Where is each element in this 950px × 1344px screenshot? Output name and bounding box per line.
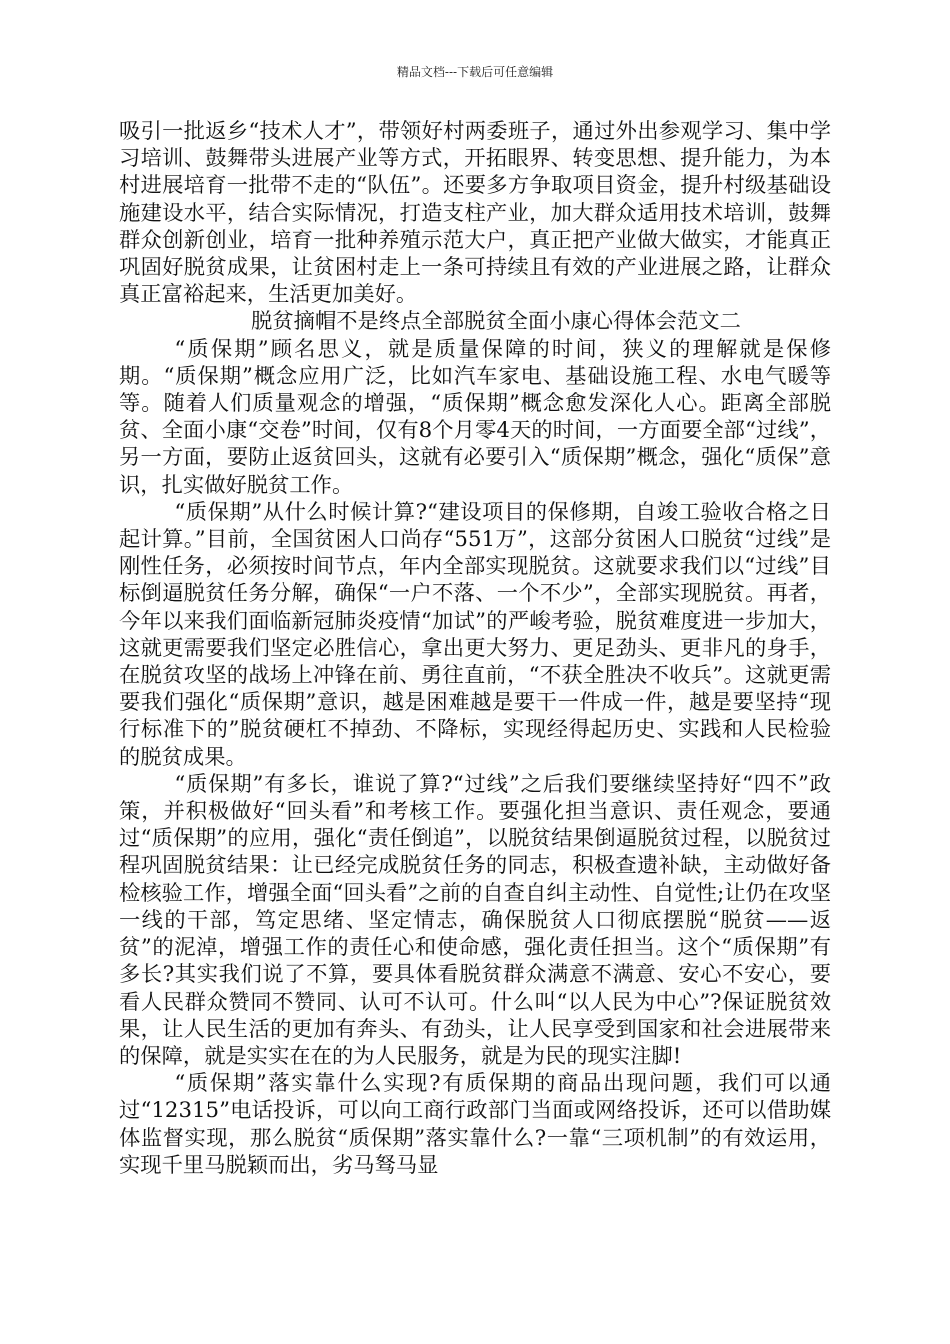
page-header: 精品文档---下载后可任意编辑 xyxy=(396,65,554,79)
section-title: 脱贫摘帽不是终点全部脱贫全面小康心得体会范文二 xyxy=(251,309,741,335)
paragraph-1: 吸引一批返乡“技术人才”，带领好村两委班子，通过外出参观学习、集中学习培训、鼓舞带头进展产业等方式，开拓眼界、转变思想、提升能力，为本村进展培育一批带不走的“队伍”。还要多方争取项目资金，提升村级基础设施建设水平，结合实际情况，打造支柱产业，加大群众适用技术培训，鼓舞群众创新创业，培育一批种养殖示范大户，真正把产业做大做实，才能真正巩固好脱贫成果，让贫困村走上一条可持续且有效的产业进展之路，让群众真正富裕起来，生活更加美好。 xyxy=(119,119,831,308)
paragraph-2: “质保期”顾名思义，就是质量保障的时间，狭义的理解就是保修期。“质保期”概念应用广泛，比如汽车家电、基础设施工程、水电气暖等等。随着人们质量观念的增强，“质保期”概念愈发深化人心。距离全部脱贫、全面小康“交卷”时间，仅有8个月零4天的时间，一方面要全部“过线”，另一方面，要防止返贫回头，这就有必要引入“质保期”概念，强化“质保”意识，扎实做好脱贫工作。 xyxy=(119,336,831,498)
document-body xyxy=(119,118,831,1179)
paragraph-4: “质保期”有多长，谁说了算?“过线”之后我们要继续坚持好“四不”政策，并积极做好“回头看”和考核工作。要强化担当意识、责任观念，要通过“质保期”的应用，强化“责任倒追”，以脱贫结果倒逼脱贫过程，以脱贫过程巩固脱贫结果：让已经完成脱贫任务的同志，积极查遗补缺，主动做好备检核验工作，增强全面“回头看”之前的自查自纠主动性、自觉性;让仍在攻坚一线的干部，笃定思绪、坚定情志，确保脱贫人口彻底摆脱“脱贫——返贫”的泥淖，增强工作的责任心和使命感，强化责任担当。这个“质保期”有多长?其实我们说了不算，要具体看脱贫群众满意不满意、安心不安心，要看人民群众赞同不赞同、认可不认可。什么叫“以人民为中心”?保证脱贫效果，让人民生活的更加有奔头、有劲头，让人民享受到国家和社会进展带来的保障，就是实实在在的为人民服务，就是为民的现实注脚! xyxy=(119,771,831,1069)
paragraph-3: “质保期”从什么时候计算?“建设项目的保修期，自竣工验收合格之日起计算。”目前，全国贫困人口尚存“551万”，这部分贫困人口脱贫“过线”是刚性任务，必须按时间节点，年内全部实现脱贫。这就要求我们以“过线”目标倒逼脱贫任务分解，确保“一户不落、一个不少”，全部实现脱贫。再者，今年以来我们面临新冠肺炎疫情“加试”的严峻考验，脱贫难度进一步加大，这就更需要我们坚定必胜信心，拿出更大努力、更足劲头、更非凡的身手，在脱贫攻坚的战场上冲锋在前、勇往直前，“不获全胜决不收兵”。这就更需要我们强化“质保期”意识，越是困难越是要干一件成一件，越是要坚持“现行标准下的”脱贫硬杠不掉劲、不降标，实现经得起历史、实践和人民检验的脱贫成果。 xyxy=(119,499,831,770)
paragraph-5: “质保期”落实靠什么实现?有质保期的商品出现问题，我们可以通过“12315”电话投诉，可以向工商行政部门当面或网络投诉，还可以借助媒体监督实现，那么脱贫“质保期”落实靠什么?一靠“三项机制”的有效运用，实现千里马脱颖而出，劣马驽马显 xyxy=(119,1071,831,1178)
